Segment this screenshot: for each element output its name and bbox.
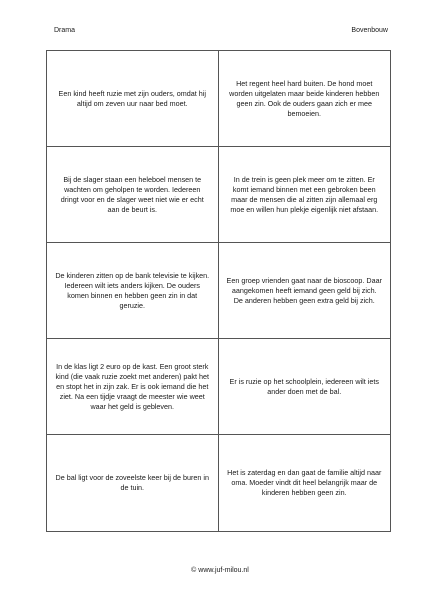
footer-copyright: © www.juf-milou.nl bbox=[191, 567, 249, 574]
scenario-card bbox=[219, 339, 391, 435]
scenario-card-text: Bij de slager staan een heleboel mensen te wachten om geholpen te worden. Iedereen dringt voor en de slager weet niet wie er echt aan de beurt is. bbox=[60, 174, 204, 214]
header-subject: Drama bbox=[54, 27, 76, 34]
scenario-card bbox=[47, 243, 219, 339]
scenario-card bbox=[47, 147, 219, 243]
header-level: Bovenbouw bbox=[351, 27, 388, 34]
scenario-card-text: Er is ruzie op het schoolplein, iedereen wilt iets ander doen met de bal. bbox=[229, 376, 379, 396]
scenario-card-grid bbox=[46, 50, 391, 532]
scenario-card bbox=[219, 51, 391, 147]
scenario-card-text: Een kind heeft ruzie met zijn ouders, omdat hij altijd om zeven uur naar bed moet. bbox=[58, 88, 206, 108]
scenario-card bbox=[47, 435, 219, 531]
scenario-card-text: De kinderen zitten op de bank televisie te kijken. Iedereen wilt iets anders kijken. De ouders komen binnen en hebben geen zin in dat geruzie. bbox=[55, 270, 210, 310]
scenario-card bbox=[219, 435, 391, 531]
scenario-card-text: In de trein is geen plek meer om te zitten. Er komt iemand binnen met een gebroken been maar de mensen die al zitten zijn allemaal erg moe en willen hun plekje eigenlijk niet afstaan. bbox=[230, 174, 379, 214]
scenario-card bbox=[47, 339, 219, 435]
scenario-card-text: Het is zaterdag en dan gaat de familie altijd naar oma. Moeder vindt dit heel belangrijk maar de kinderen hebben geen zin. bbox=[227, 468, 382, 497]
scenario-card-text: Het regent heel hard buiten. De hond moet worden uitgelaten maar beide kinderen hebben geen zin. Ook de ouders gaan zich er mee bemoeien. bbox=[229, 78, 380, 118]
scenario-card-text: Een groep vrienden gaat naar de bioscoop. Daar aangekomen heeft iemand geen geld bij zich. De anderen hebben geen extra geld bij zich. bbox=[226, 275, 382, 305]
scenario-card bbox=[47, 51, 219, 147]
scenario-card bbox=[219, 147, 391, 243]
scenario-card bbox=[219, 243, 391, 339]
scenario-card-text: De bal ligt voor de zoveelste keer bij de buren in de tuin. bbox=[55, 473, 209, 492]
scenario-card-text: In de klas ligt 2 euro op de kast. Een groot sterk kind (die vaak ruzie zoekt met anderen) pakt het en stopt het in zijn zak. Er is ook iemand die het ziet. Na een tijdje vraagt de meester wie weet waar het geld is gebleven. bbox=[55, 361, 209, 411]
